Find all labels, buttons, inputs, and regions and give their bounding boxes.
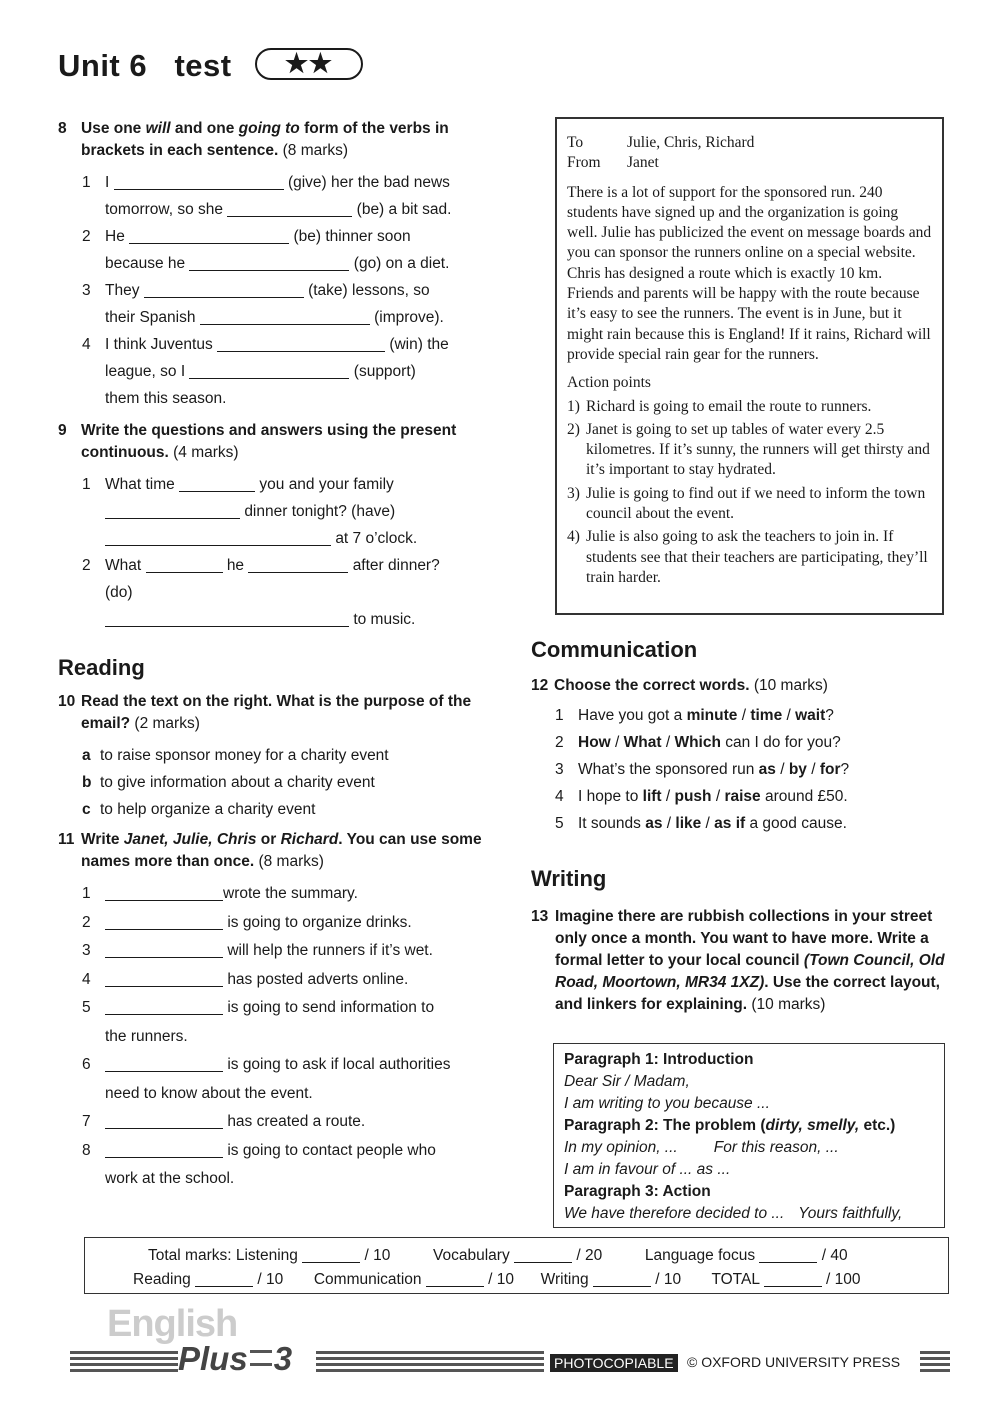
p2-heading-c: etc.) bbox=[859, 1117, 896, 1134]
item-number: 2 bbox=[82, 913, 91, 931]
item-number: 7 bbox=[82, 1113, 91, 1130]
q12-item bbox=[531, 702, 951, 729]
paragraph-2-heading bbox=[564, 1115, 934, 1137]
item-text: can I do for you? bbox=[720, 734, 841, 751]
option-text: to raise sponsor money for a charity event bbox=[100, 747, 389, 764]
action-number: 3) bbox=[567, 484, 580, 502]
answer-blank[interactable] bbox=[105, 940, 223, 958]
item-number: 2 bbox=[555, 734, 564, 751]
q9-instr: Write the questions and answers using the present continuous. bbox=[81, 422, 457, 461]
item-number: 5 bbox=[82, 999, 91, 1016]
word-choice[interactable]: like bbox=[675, 815, 702, 832]
choice-separator: / bbox=[662, 815, 676, 832]
score-blank[interactable] bbox=[302, 1245, 360, 1263]
item-number: 1 bbox=[555, 707, 564, 724]
item-text: a good cause. bbox=[745, 815, 847, 832]
item-text: (be) a bit sad. bbox=[356, 201, 452, 218]
choice-separator: / bbox=[661, 788, 675, 805]
word-choice[interactable]: How bbox=[578, 734, 611, 751]
q8-item bbox=[58, 331, 488, 412]
photocopiable-label: PHOTOCOPIABLE bbox=[550, 1354, 678, 1372]
email-from-row bbox=[567, 153, 932, 173]
score-blank[interactable] bbox=[426, 1269, 484, 1287]
communication-section bbox=[531, 637, 951, 837]
writing-title: Writing bbox=[531, 866, 607, 891]
choice-separator: / bbox=[610, 734, 624, 751]
word-choice[interactable]: time bbox=[750, 707, 783, 724]
q8-instr-c: and one bbox=[170, 120, 239, 137]
item-text: wrote the summary. bbox=[223, 885, 358, 902]
choice-separator: / bbox=[775, 761, 789, 778]
item-text: ? bbox=[825, 707, 834, 724]
word-choice[interactable]: wait bbox=[795, 707, 826, 724]
answer-blank[interactable] bbox=[200, 307, 370, 325]
word-choice[interactable]: push bbox=[674, 788, 712, 805]
answer-blank[interactable] bbox=[105, 609, 349, 627]
item-number: 1 bbox=[82, 885, 91, 902]
item-text: at 7 o’clock. bbox=[335, 530, 418, 547]
q8-number: 8 bbox=[58, 120, 67, 137]
q12-item bbox=[531, 810, 951, 837]
listening-label: Total marks: Listening bbox=[148, 1247, 298, 1264]
answer-blank[interactable] bbox=[146, 555, 223, 573]
q10-marks: (2 marks) bbox=[130, 715, 200, 732]
answer-blank[interactable] bbox=[105, 1140, 223, 1158]
word-choice[interactable]: by bbox=[788, 761, 807, 778]
total-label: TOTAL bbox=[711, 1271, 760, 1288]
communication-max: / 10 bbox=[488, 1271, 515, 1288]
q11-instr-names: Janet, Julie, Chris bbox=[123, 831, 257, 848]
language-label: Language focus bbox=[644, 1247, 756, 1264]
q11-instr-richard: Richard bbox=[280, 831, 339, 848]
action-number: 1) bbox=[567, 397, 580, 415]
action-point bbox=[567, 484, 932, 525]
left-column bbox=[58, 118, 488, 1194]
vocabulary-label: Vocabulary bbox=[433, 1247, 510, 1264]
answer-blank[interactable] bbox=[105, 528, 331, 546]
choice-separator: / bbox=[737, 707, 751, 724]
item-text: around £50. bbox=[760, 788, 848, 805]
writing-label: Writing bbox=[540, 1271, 589, 1288]
q10-number: 10 bbox=[58, 693, 76, 710]
reading-title: Reading bbox=[58, 655, 145, 680]
writing-guide-box bbox=[553, 1043, 945, 1228]
p2-heading-b: dirty, smelly, bbox=[765, 1117, 860, 1134]
item-number: 8 bbox=[82, 1141, 91, 1159]
answer-blank[interactable] bbox=[105, 997, 223, 1015]
item-text: after dinner? bbox=[352, 557, 440, 574]
word-choice[interactable]: raise bbox=[724, 788, 761, 805]
q13-instr-a: Imagine there are rubbish collections in your street only once a month. You want to have more. Write a formal letter to your local council bbox=[555, 908, 933, 969]
item-number: 6 bbox=[82, 1056, 91, 1073]
item-number: 4 bbox=[82, 970, 91, 988]
item-text: dinner tonight? (have) bbox=[244, 503, 396, 520]
item-text: I hope to bbox=[578, 788, 643, 805]
action-number: 2) bbox=[567, 420, 580, 438]
item-text: (go) on a diet. bbox=[353, 255, 450, 272]
answer-blank[interactable] bbox=[144, 280, 304, 298]
guide-line: I am in favour of ... as ... bbox=[564, 1161, 731, 1178]
item-number: 2 bbox=[82, 557, 91, 574]
communication-title: Communication bbox=[531, 637, 698, 662]
q11-item bbox=[58, 994, 488, 1051]
q9-instruction bbox=[58, 420, 488, 464]
answer-blank[interactable] bbox=[114, 172, 284, 190]
q11-number: 11 bbox=[58, 831, 75, 848]
q11-item bbox=[58, 1051, 488, 1108]
q8-item bbox=[58, 277, 488, 331]
word-choice[interactable]: minute bbox=[686, 707, 738, 724]
item-text: I bbox=[105, 174, 110, 191]
q8-marks: (8 marks) bbox=[278, 142, 349, 159]
difficulty-stars: ★★ bbox=[255, 48, 363, 80]
item-text: What bbox=[105, 557, 142, 574]
item-text: will help the runners if it’s wet. bbox=[227, 942, 433, 959]
word-choice[interactable]: What bbox=[623, 734, 662, 751]
guide-phrase: For this reason, ... bbox=[713, 1139, 839, 1156]
q11-item bbox=[58, 1108, 488, 1137]
q12-item bbox=[531, 729, 951, 756]
item-text: tomorrow, so she bbox=[105, 201, 224, 218]
q10-option[interactable] bbox=[58, 796, 488, 823]
p2-heading-a: Paragraph 2: The problem ( bbox=[564, 1117, 766, 1134]
action-number: 4) bbox=[567, 528, 580, 546]
answer-blank[interactable] bbox=[189, 361, 349, 379]
word-choice[interactable]: as if bbox=[714, 815, 746, 832]
answer-blank[interactable] bbox=[105, 1054, 223, 1072]
option-letter: b bbox=[82, 774, 92, 791]
q11-instruction bbox=[58, 829, 488, 873]
email-from-value: Janet bbox=[627, 154, 659, 172]
page-title bbox=[58, 48, 363, 84]
footer-stripes-mid bbox=[316, 1351, 544, 1372]
item-text: he bbox=[226, 557, 245, 574]
q12-instruction bbox=[531, 675, 951, 697]
item-text: He bbox=[105, 228, 125, 245]
action-text: Julie is going to find out if we need to inform the town council about the event. bbox=[586, 484, 926, 523]
totals-row-2 bbox=[133, 1269, 861, 1289]
q9-item bbox=[58, 552, 488, 633]
item-text: the runners. bbox=[105, 1027, 188, 1045]
q10-instruction bbox=[58, 691, 488, 735]
score-blank[interactable] bbox=[593, 1269, 651, 1287]
choice-separator: / bbox=[806, 761, 820, 778]
q11-item bbox=[58, 937, 488, 966]
q13-marks: (10 marks) bbox=[747, 996, 826, 1013]
answer-blank[interactable] bbox=[105, 1111, 223, 1129]
item-text: They bbox=[105, 282, 140, 299]
title-text: Unit 6 test bbox=[58, 48, 232, 83]
q8-instruction bbox=[58, 118, 488, 162]
score-blank[interactable] bbox=[764, 1269, 822, 1287]
q8-instr-e: form of the verbs in brackets in each sentence. bbox=[81, 120, 449, 159]
q12-item bbox=[531, 756, 951, 783]
action-point bbox=[567, 527, 932, 588]
logo-level-number: 3 bbox=[273, 1340, 293, 1377]
item-number: 4 bbox=[82, 336, 91, 353]
q8-item bbox=[58, 223, 488, 277]
item-text: league, so I bbox=[105, 363, 186, 380]
item-text: their Spanish bbox=[105, 309, 196, 326]
logo-stripes-left bbox=[70, 1351, 178, 1372]
item-number: 3 bbox=[82, 282, 91, 299]
item-text: you and your family bbox=[259, 476, 394, 493]
word-choice[interactable]: lift bbox=[642, 788, 662, 805]
total-marks-box bbox=[84, 1237, 949, 1294]
item-number: 1 bbox=[82, 174, 91, 191]
q8-item bbox=[58, 169, 488, 223]
item-number: 5 bbox=[555, 815, 564, 832]
answer-blank[interactable] bbox=[105, 501, 240, 519]
q13-number: 13 bbox=[531, 908, 549, 925]
item-text: Have you got a bbox=[578, 707, 687, 724]
q8-instr-will: will bbox=[145, 120, 171, 137]
q11-item bbox=[58, 909, 488, 938]
item-text: to music. bbox=[353, 611, 416, 628]
logo-plus bbox=[178, 1340, 292, 1378]
q11-instr-a: Write bbox=[81, 831, 124, 848]
logo-plus-text: Plus bbox=[178, 1340, 248, 1377]
score-blank[interactable] bbox=[514, 1245, 572, 1263]
word-choice[interactable]: as bbox=[645, 815, 663, 832]
item-text: (improve). bbox=[374, 309, 444, 326]
q8-instr-going-to: going to bbox=[238, 120, 300, 137]
option-text: to give information about a charity event bbox=[100, 774, 375, 791]
email-from-label: From bbox=[567, 154, 601, 172]
action-points-title: Action points bbox=[567, 374, 651, 392]
item-text: I think Juventus bbox=[105, 336, 213, 353]
item-text: has created a route. bbox=[227, 1113, 366, 1130]
option-text: to help organize a charity event bbox=[100, 801, 316, 818]
item-text: has posted adverts online. bbox=[227, 970, 409, 988]
q9-item bbox=[58, 471, 488, 552]
q10-option[interactable] bbox=[58, 769, 488, 796]
answer-blank[interactable] bbox=[129, 226, 289, 244]
guide-line: I am writing to you because ... bbox=[564, 1095, 770, 1112]
answer-blank[interactable] bbox=[105, 969, 223, 987]
q8-instr-a: Use one bbox=[81, 120, 146, 137]
action-point bbox=[567, 397, 932, 417]
listening-max: / 10 bbox=[364, 1247, 391, 1264]
choice-separator: / bbox=[711, 788, 725, 805]
item-text: (give) her the bad news bbox=[287, 174, 450, 191]
answer-blank[interactable] bbox=[105, 912, 223, 930]
item-number: 1 bbox=[82, 476, 91, 493]
item-number: 4 bbox=[555, 788, 564, 805]
writing-section bbox=[531, 866, 951, 1016]
answer-blank[interactable] bbox=[179, 474, 255, 492]
answer-blank[interactable] bbox=[217, 334, 385, 352]
item-text: because he bbox=[105, 255, 186, 272]
action-text: Richard is going to email the route to runners. bbox=[586, 397, 872, 415]
score-blank[interactable] bbox=[759, 1245, 817, 1263]
item-text: (take) lessons, so bbox=[308, 282, 430, 299]
option-letter: c bbox=[82, 801, 91, 818]
paragraph-3-heading: Paragraph 3: Action bbox=[564, 1183, 711, 1200]
guide-line: Dear Sir / Madam, bbox=[564, 1073, 690, 1090]
email-text-box bbox=[555, 117, 944, 615]
q11-item bbox=[58, 966, 488, 995]
item-text: (support) bbox=[353, 363, 416, 380]
item-text: (be) thinner soon bbox=[293, 228, 411, 245]
q11-marks: (8 marks) bbox=[254, 853, 324, 870]
q11-instr-b: . You can use some names more than once. bbox=[81, 831, 482, 870]
word-choice[interactable]: for bbox=[819, 761, 841, 778]
communication-label: Communication bbox=[313, 1271, 422, 1288]
choice-separator: / bbox=[701, 815, 715, 832]
q11-item bbox=[58, 1137, 488, 1194]
answer-blank[interactable] bbox=[105, 883, 223, 901]
guide-line bbox=[564, 1203, 934, 1225]
word-choice[interactable]: as bbox=[758, 761, 776, 778]
choice-separator: / bbox=[782, 707, 796, 724]
item-text: What time bbox=[105, 476, 175, 493]
vocabulary-max: / 20 bbox=[576, 1247, 603, 1264]
item-number: 2 bbox=[82, 228, 91, 245]
guide-phrase: We have therefore decided to ... bbox=[564, 1205, 785, 1222]
item-text: is going to contact people who bbox=[227, 1141, 436, 1159]
footer-stripes-right bbox=[920, 1351, 950, 1372]
total-max: / 100 bbox=[826, 1271, 861, 1288]
score-blank[interactable] bbox=[195, 1269, 253, 1287]
totals-row-1 bbox=[148, 1245, 848, 1265]
answer-blank[interactable] bbox=[227, 199, 352, 217]
email-to-label: To bbox=[567, 134, 584, 151]
item-number: 3 bbox=[82, 942, 91, 959]
email-to-row bbox=[567, 133, 932, 153]
item-text: is going to ask if local authorities bbox=[227, 1056, 451, 1073]
guide-phrase: Yours faithfully, bbox=[798, 1205, 903, 1222]
q12-marks: (10 marks) bbox=[749, 677, 828, 694]
item-text: ? bbox=[840, 761, 850, 778]
item-text: need to know about the event. bbox=[105, 1084, 313, 1102]
q13-instruction bbox=[531, 906, 951, 1016]
reading-label: Reading bbox=[133, 1271, 191, 1288]
action-text: Janet is going to set up tables of water every 2.5 kilometres. If it’s sunny, the runners will get thirsty and it’s important to stay hydrated. bbox=[586, 420, 930, 479]
email-body: There is a lot of support for the sponsored run. 240 students have signed up and the organization is going well. Julie has publicized the event on message boards and you can sponsor the runners online on a special website. Chris has designed a route which is exactly 10 km. Friends and parents will be happy with the route because it’s easy to see the runners. The event is in June, but it might rain because this is England! If it rains, Richard will provide special rain gear for the runners. bbox=[567, 183, 932, 363]
q13-instr-address: (Town Council, Old Road, Moortown, MR34 1XZ) bbox=[555, 952, 945, 991]
answer-blank[interactable] bbox=[248, 555, 348, 573]
q10-instr: Read the text on the right. What is the purpose of the email? bbox=[81, 693, 472, 732]
paragraph-1-heading: Paragraph 1: Introduction bbox=[564, 1051, 754, 1068]
language-max: / 40 bbox=[821, 1247, 848, 1264]
q9-marks: (4 marks) bbox=[168, 444, 239, 461]
q12-number: 12 bbox=[531, 677, 549, 694]
item-text: work at the school. bbox=[105, 1170, 235, 1187]
publisher-credit: © OXFORD UNIVERSITY PRESS bbox=[687, 1354, 901, 1370]
reading-max: / 10 bbox=[257, 1271, 284, 1288]
option-letter: a bbox=[82, 747, 91, 764]
q9-number: 9 bbox=[58, 422, 67, 439]
item-text: What’s the sponsored run bbox=[578, 761, 759, 778]
q12-item bbox=[531, 783, 951, 810]
action-text: Julie is also going to ask the teachers to join in. If students see that their teachers are participating, they’ll train harder. bbox=[586, 528, 928, 586]
writing-max: / 10 bbox=[655, 1271, 682, 1288]
guide-phrase: In my opinion, ... bbox=[564, 1139, 678, 1156]
answer-blank[interactable] bbox=[189, 253, 349, 271]
guide-line bbox=[564, 1137, 934, 1159]
q11-item bbox=[58, 880, 488, 909]
email-to-value: Julie, Chris, Richard bbox=[627, 134, 755, 151]
item-number: 3 bbox=[555, 761, 564, 778]
item-text: is going to send information to bbox=[227, 999, 435, 1016]
word-choice[interactable]: Which bbox=[674, 734, 721, 751]
q13-instr-b: . Use the correct layout, and linkers for explaining. bbox=[555, 974, 940, 1013]
logo-english: English bbox=[107, 1303, 238, 1345]
item-text: them this season. bbox=[105, 390, 227, 407]
action-point bbox=[567, 420, 932, 481]
item-text: (win) the bbox=[389, 336, 449, 353]
item-text: is going to organize drinks. bbox=[227, 913, 412, 931]
choice-separator: / bbox=[661, 734, 675, 751]
q12-instr: Choose the correct words. bbox=[554, 677, 750, 694]
q11-instr-or: or bbox=[256, 831, 281, 848]
item-text: It sounds bbox=[578, 815, 646, 832]
q10-option[interactable] bbox=[58, 742, 488, 769]
item-text: (do) bbox=[105, 584, 133, 601]
